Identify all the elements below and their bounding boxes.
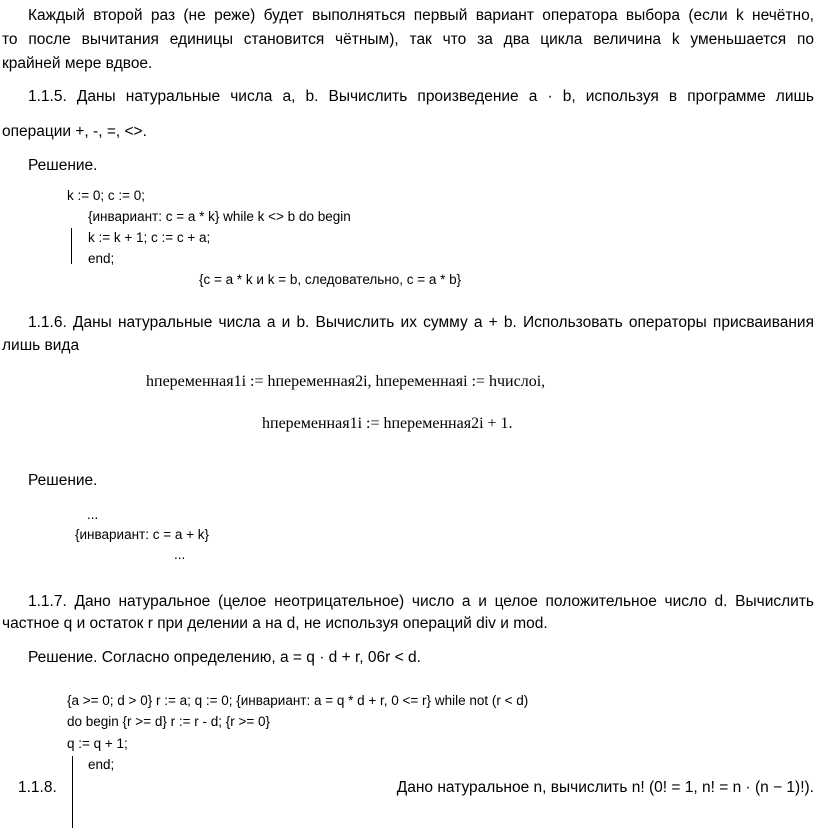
code-line: ... [87,507,99,522]
code-line: end; [88,251,115,266]
solution-label: Решение. [28,472,98,489]
code-line: end; [88,757,115,772]
code-line: do begin {r >= d} r := r - d; {r >= 0} [67,714,271,729]
task-1-1-5-line-1: 1.1.5. Даны натуральные числа a, b. Вычислить произведение a · b, используя в программе лишь [28,88,814,105]
code-line: q := q + 1; [67,736,128,751]
task-1-1-7-line-1: 1.1.7. Дано натуральное (целое неотрицательное) число a и целое положительное число d. Вычислить [28,593,814,610]
formula-line-2: hпеременная1i := hпеременная2i + 1. [262,415,513,432]
code-line: ... [174,547,186,562]
formula-line-1: hпеременная1i := hпеременная2i, hпеременнаяi := hчислоi, [146,373,546,390]
code-line: {c = a * k и k = b, следовательно, c = a * b} [199,272,462,287]
code-line: k := 0; c := 0; [67,188,146,203]
solution-label: Решение. [28,157,98,174]
code-block-bar [72,756,73,828]
task-1-1-8-text: Дано натуральное n, вычислить n! (0! = 1, n! = n · (n − 1)!). [396,779,814,796]
task-1-1-7-line-2: частное q и остаток r при делении a на d, не используя операций div и mod. [2,615,548,632]
code-line: {инвариант: c = a * k} while k <> b do begin [88,209,351,224]
intro-line-1: Каждый второй раз (не реже) будет выполняться первый вариант оператора выбора (если k нечётно, [28,7,814,24]
code-line: {инвариант: c = a + k} [75,527,210,542]
task-1-1-6-line-1: 1.1.6. Даны натуральные числа a и b. Вычислить их сумму a + b. Использовать операторы присваивания [28,314,814,331]
task-1-1-5-line-2: операции +, -, =, <>. [2,123,147,140]
task-1-1-8-number: 1.1.8. [18,779,57,796]
task-1-1-6-line-2: лишь вида [2,337,80,354]
code-line: k := k + 1; c := c + a; [88,230,211,245]
task-1-1-7-solution: Решение. Согласно определению, a = q · d + r, 06r < d. [28,649,421,666]
code-block-bar [71,228,72,264]
code-line: {a >= 0; d > 0} r := a; q := 0; {инвариант: a = q * d + r, 0 <= r} while not (r < d) [67,693,529,708]
intro-line-2: то после вычитания единицы становится чётным), так что за два цикла величина k уменьшается по [2,31,814,48]
intro-line-3: крайней мере вдвое. [2,55,153,72]
